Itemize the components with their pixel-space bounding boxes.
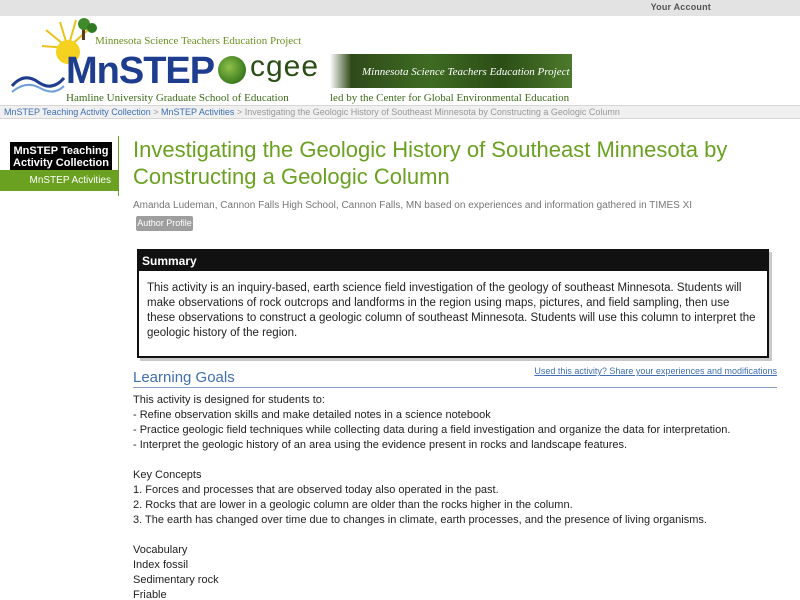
page-title: Investigating the Geologic History of Southeast Minnesota by Constructing a Geologic Column [133,137,728,189]
goal-item: - Practice geologic field techniques while collecting data during a field investigation and organize the data for interpretation. [133,424,731,436]
key-concept-item: 3. The earth has changed over time due to changes in climate, earth processes, and the presence of living organisms. [133,514,707,526]
breadcrumb [0,105,800,119]
vocabulary-item: Sedimentary rock [133,574,219,586]
school-line: Hamline University Graduate School of Education [66,92,289,104]
key-concept-item: 1. Forces and processes that are observed today also operated in the past. [133,484,499,496]
breadcrumb-separator: > [236,107,243,117]
summary-text: This activity is an inquiry-based, earth science field investigation of the geology of southeast Minnesota. Students will make observations of rock outcrops and landforms in the region using maps, pictures, and field sampling, then use these observations to construct a geologic column of southeast Minnesota. Students will use this column to interpret the geologic history of the region. [147,282,756,339]
section-divider [133,387,777,388]
share-experience-link[interactable]: Used this activity? Share your experiences and modifications [534,366,777,376]
goal-item: - Interpret the geologic history of an area using the evidence present in rocks and landscape features. [133,439,628,451]
goal-item: - Refine observation skills and make detailed notes in a science notebook [133,409,491,421]
sidebar-collection-heading[interactable]: MnSTEP Teaching Activity Collection [10,142,112,172]
spacer [133,453,783,468]
your-account-link[interactable]: Your Account [650,2,711,12]
learning-goals-heading: Learning Goals [133,369,235,386]
cgee-logo[interactable]: cgee [250,50,320,83]
key-concept-item: 2. Rocks that are lower in a geologic column are older than the rocks higher in the column. [133,499,573,511]
goals-intro: This activity is designed for students to: [133,394,325,406]
vocabulary-item: Friable [133,589,167,600]
sidebar-divider [118,136,119,196]
vocabulary-heading: Vocabulary [133,544,188,556]
project-tagline: Minnesota Science Teachers Education Project [95,35,302,47]
site-header [0,16,800,105]
mnstep-logo[interactable]: MnSTEP [66,50,215,92]
led-by-line: led by the Center for Global Environmental Education [330,92,570,104]
vocabulary-item: Index fossil [133,559,189,571]
cgee-tagline: Minnesota Science Teachers Education Project [362,66,570,78]
summary-heading: Summary [139,251,767,271]
water-wave-icon [10,68,65,96]
breadcrumb-activities-link[interactable]: MnSTEP Activities [161,107,235,117]
breadcrumb-current: Investigating the Geologic History of Southeast Minnesota by Constructing a Geologic Column [244,107,620,117]
breadcrumb-separator: > [153,107,159,117]
globe-icon [218,56,246,84]
key-concepts-heading: Key Concepts [133,469,202,481]
author-line: Amanda Ludeman, Cannon Falls High School, Cannon Falls, MN based on experiences and information gathered in TIMES XI [133,200,693,211]
spacer [133,528,783,543]
author-profile-button[interactable]: Author Profile [136,216,193,231]
sidebar-item-activities[interactable]: MnSTEP Activities [0,170,118,191]
learning-goals-content [133,393,783,600]
breadcrumb-collection-link[interactable]: MnSTEP Teaching Activity Collection [4,107,151,117]
summary-box [137,249,769,358]
account-bar [0,0,800,16]
